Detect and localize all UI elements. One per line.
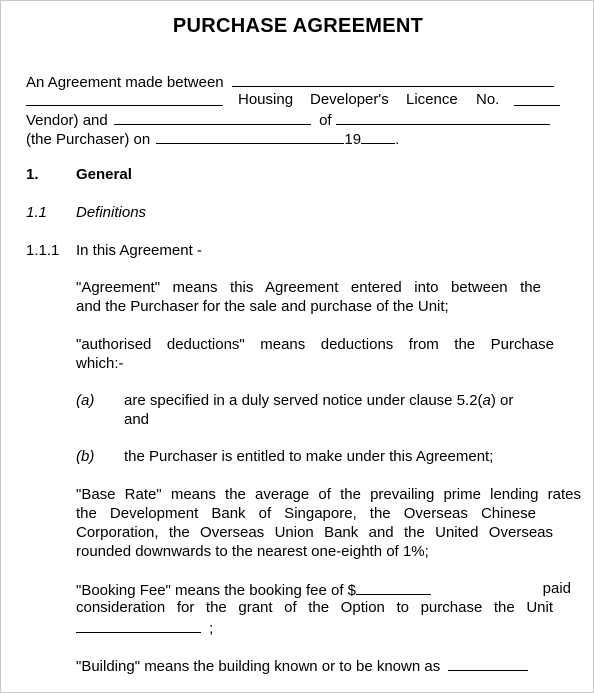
- booking-fee-semicolon: ;: [209, 620, 214, 637]
- definition-booking-fee-line-1: [76, 580, 571, 599]
- preamble-of: of: [319, 112, 332, 129]
- preamble-year: 19: [344, 131, 362, 148]
- item-a-line-2: and: [124, 411, 150, 428]
- booking-fee-paid: paid: [542, 580, 571, 597]
- blank-line: [76, 618, 201, 633]
- blank-line: [114, 110, 311, 125]
- preamble-vendor: Vendor) and: [26, 112, 108, 129]
- definition-agreement-line-1: "Agreement" means this Agreement entered into between the: [76, 279, 541, 296]
- definition-agreement-line-2: and the Purchaser for the sale and purchase of the Unit;: [76, 298, 449, 315]
- preamble-no: No.: [476, 91, 500, 108]
- blank-line: [156, 129, 344, 144]
- section-1-1-1-text: In this Agreement -: [76, 242, 202, 259]
- item-a-text-end: ) or: [490, 392, 514, 409]
- preamble-text: An Agreement made between: [26, 74, 224, 91]
- item-b-label: (b): [76, 448, 95, 465]
- section-1-1-1-number: 1.1.1: [26, 242, 60, 259]
- item-b-text: the Purchaser is entitled to make under this Agreement;: [124, 448, 494, 465]
- section-1-heading: General: [76, 166, 132, 183]
- preamble-period: .: [395, 131, 400, 148]
- preamble-line-4: [26, 129, 399, 148]
- blank-line: [514, 91, 560, 106]
- preamble-housing: Housing: [238, 91, 294, 108]
- building-text: "Building" means the building known or to be known as: [76, 658, 441, 675]
- blank-line: [356, 580, 431, 595]
- blank-line: [232, 72, 554, 87]
- section-1-1-number: 1.1: [26, 204, 47, 221]
- preamble-line-3: [26, 110, 550, 129]
- preamble-line-2: [26, 91, 562, 110]
- definition-booking-fee-line-2: consideration for the grant of the Option to purchase the Unit: [76, 599, 553, 616]
- item-a-text: are specified in a duly served notice under clause 5.2(: [124, 392, 483, 409]
- section-1-number: 1.: [26, 166, 39, 183]
- item-a-label: (a): [76, 392, 95, 409]
- item-a-clause-letter: a: [482, 392, 491, 409]
- definition-booking-fee-line-3: [76, 618, 213, 637]
- document-title: PURCHASE AGREEMENT: [172, 15, 424, 37]
- definition-base-rate-line-3: Corporation, the Overseas Union Bank and the United Overseas: [76, 524, 553, 541]
- definition-base-rate-line-2: the Development Bank of Singapore, the Overseas Chinese: [76, 505, 536, 522]
- definition-base-rate-line-1: "Base Rate" means the average of the prevailing prime lending rates: [76, 486, 581, 503]
- preamble-licence: Licence: [406, 91, 458, 108]
- item-a-line-1: [124, 392, 513, 409]
- blank-line: [336, 110, 550, 125]
- preamble-developers: Developer's: [310, 91, 389, 108]
- definition-authorised-line-1: "authorised deductions" means deductions from the Purchase: [76, 336, 554, 353]
- preamble-line-1: [26, 72, 554, 91]
- definition-building-line-1: [76, 656, 528, 675]
- definition-base-rate-line-4: rounded downwards to the nearest one-eighth of 1%;: [76, 543, 429, 560]
- section-1-1-heading: Definitions: [76, 204, 147, 221]
- blank-line: [448, 656, 528, 671]
- preamble-purchaser: (the Purchaser) on: [26, 131, 151, 148]
- definition-authorised-line-2: which:-: [76, 355, 124, 372]
- blank-line: [26, 91, 223, 106]
- blank-line: [361, 129, 395, 144]
- booking-fee-text: "Booking Fee" means the booking fee of $: [76, 582, 356, 599]
